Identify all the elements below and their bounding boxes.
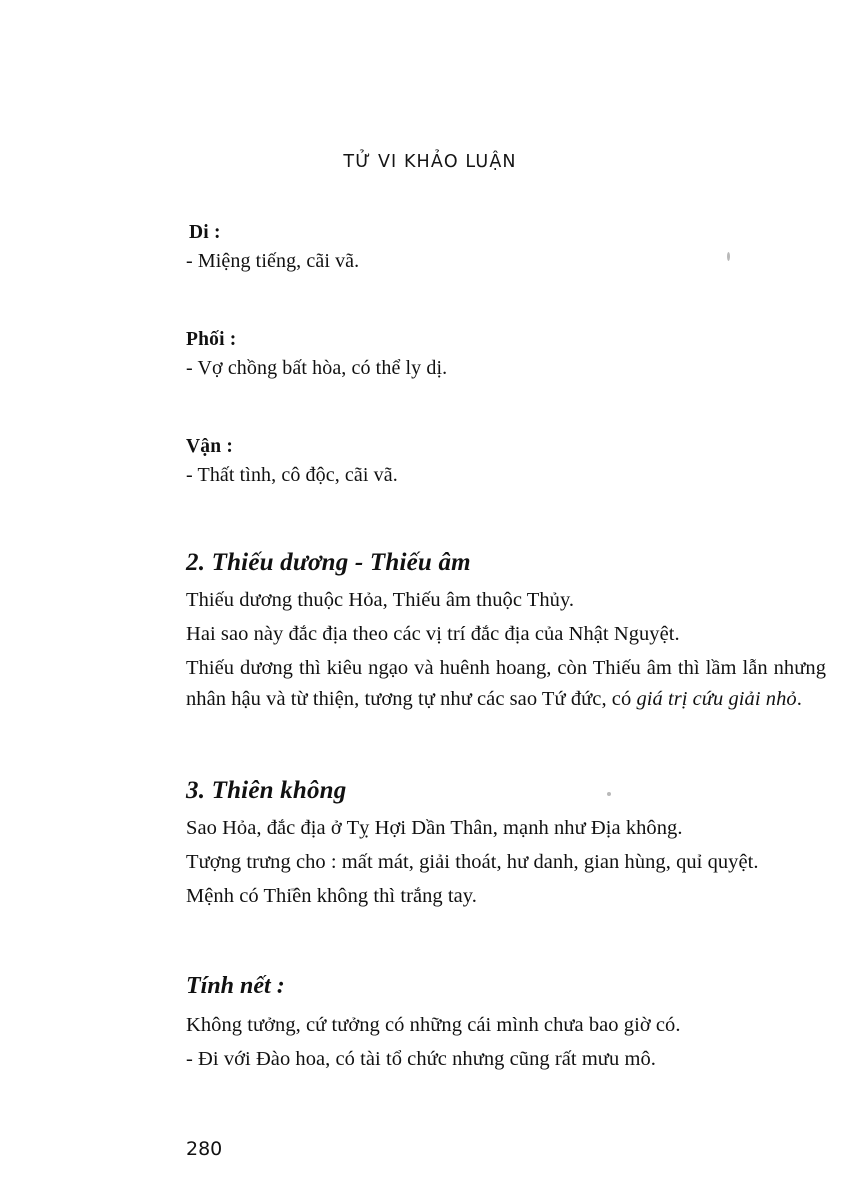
section-2-paragraph-3-emphasis: giá trị cứu giải nhỏ — [636, 688, 797, 711]
section-3 — [186, 777, 826, 912]
section-phoi-line: - Vợ chồng bất hòa, có thể ly dị. — [186, 357, 448, 379]
section-van — [186, 436, 826, 487]
section-van-line: - Thất tình, cô độc, cãi vã. — [186, 464, 398, 486]
section-2-paragraph-2: Hai sao này đắc địa theo các vị trí đắc địa của Nhật Nguyệt. — [186, 623, 680, 646]
section-di — [186, 222, 826, 273]
section-2 — [186, 549, 826, 716]
section-2-paragraph-3-tail: . — [796, 688, 802, 711]
section-3-heading: 3. Thiên không — [186, 776, 347, 804]
section-phoi-heading: Phối : — [186, 329, 237, 350]
section-phoi — [186, 329, 826, 380]
section-2-heading: 2. Thiếu dương - Thiếu âm — [186, 549, 471, 576]
section-di-heading: Di : — [189, 222, 221, 243]
section-traits — [186, 973, 826, 1075]
section-3-paragraph-2: Tượng trưng cho : mất mát, giải thoát, hư danh, gian hùng, quỉ quyệt. — [186, 850, 759, 873]
spacer — [186, 915, 826, 973]
section-3-paragraph-3: Mệnh có Thiên không thì trắng tay. — [186, 884, 477, 907]
section-van-heading: Vận : — [186, 436, 234, 457]
section-traits-line-2: - Đi với Đào hoa, có tài tổ chức nhưng cũng rất mưu mô. — [186, 1048, 656, 1071]
section-2-paragraph-3-lead: Thiếu dương thì kiêu ngạo và huênh hoang, còn Thiếu âm thì lầm lẫn nhưng nhân hậu và từ thiện, tương tự như các sao Tứ đức, có — [186, 657, 826, 711]
spacer — [186, 273, 826, 329]
section-3-paragraph-1: Sao Hỏa, đắc địa ở Tỵ Hợi Dần Thân, mạnh như Địa không. — [186, 816, 683, 839]
page-text-block — [186, 222, 826, 1078]
section-traits-heading: Tính nết : — [186, 973, 285, 1000]
running-head: TỬ VI KHẢO LUẬN — [343, 152, 517, 172]
section-di-line: - Miệng tiếng, cãi vã. — [186, 250, 360, 272]
page-number: 280 — [186, 1138, 223, 1160]
spacer — [186, 380, 826, 436]
section-traits-line-1: Không tưởng, cứ tưởng có những cái mình chưa bao giờ có. — [186, 1014, 681, 1037]
section-2-paragraph-1: Thiếu dương thuộc Hỏa, Thiếu âm thuộc Thủy. — [186, 589, 575, 611]
section-2-paragraph-3 — [186, 653, 826, 715]
spacer — [186, 487, 826, 549]
spacer — [186, 719, 826, 777]
